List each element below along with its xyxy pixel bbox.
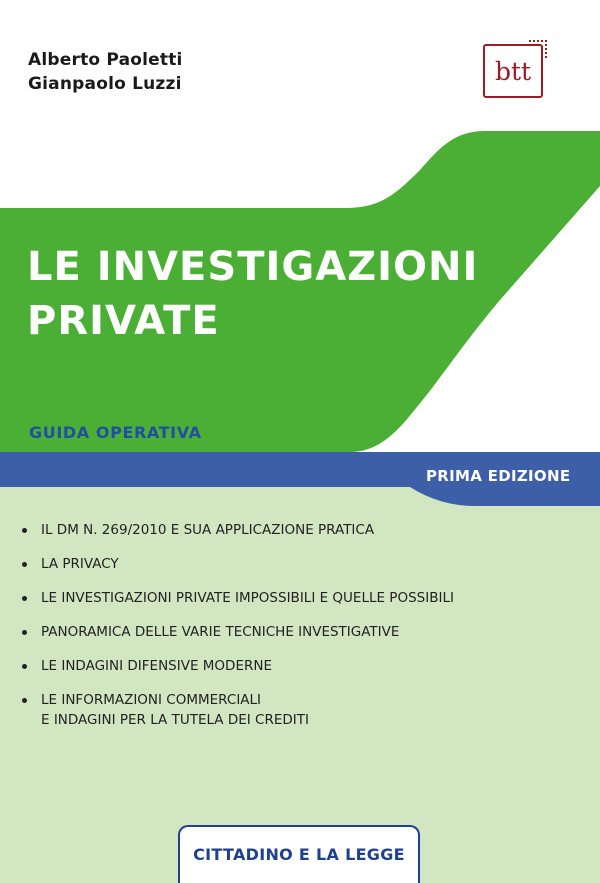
list-item-text: LE INFORMAZIONI COMMERCIALI E INDAGINI PER LA TUTELA DEI CREDITI [41,692,309,728]
publisher-logo-text: btt [494,56,532,86]
series-label-box [178,825,420,883]
author-name: Alberto Paoletti [28,50,183,70]
bullet-dot-icon [22,596,27,601]
list-item-text: LE INVESTIGAZIONI PRIVATE IMPOSSIBILI E QUELLE POSSIBILI [41,590,454,606]
list-item [22,690,582,730]
bullet-dot-icon [22,664,27,669]
list-item-text: LE INDAGINI DIFENSIVE MODERNE [41,658,272,674]
list-item-text: LA PRIVACY [41,556,119,572]
list-item [22,622,582,642]
author-name: Gianpaolo Luzzi [28,74,182,94]
logo-dots-decoration [529,40,547,58]
bullet-dot-icon [22,528,27,533]
authors-block [28,48,183,96]
list-item-text: PANORAMICA DELLE VARIE TECNICHE INVESTIGATIVE [41,624,400,640]
subtitle: GUIDA OPERATIVA [29,423,202,442]
list-item [22,588,582,608]
series-label: CITTADINO E LA LEGGE [193,845,405,864]
bullet-dot-icon [22,630,27,635]
list-item [22,656,582,676]
title-line: LE INVESTIGAZIONI [27,244,479,290]
bullet-dot-icon [22,562,27,567]
title-line: PRIVATE [27,298,220,344]
publisher-logo [483,44,543,98]
book-title [27,240,478,348]
list-item-text: IL DM N. 269/2010 E SUA APPLICAZIONE PRATICA [41,522,375,538]
edition-label: PRIMA EDIZIONE [426,467,571,485]
topics-list [22,520,582,744]
bullet-dot-icon [22,698,27,703]
list-item [22,554,582,574]
list-item [22,520,582,540]
